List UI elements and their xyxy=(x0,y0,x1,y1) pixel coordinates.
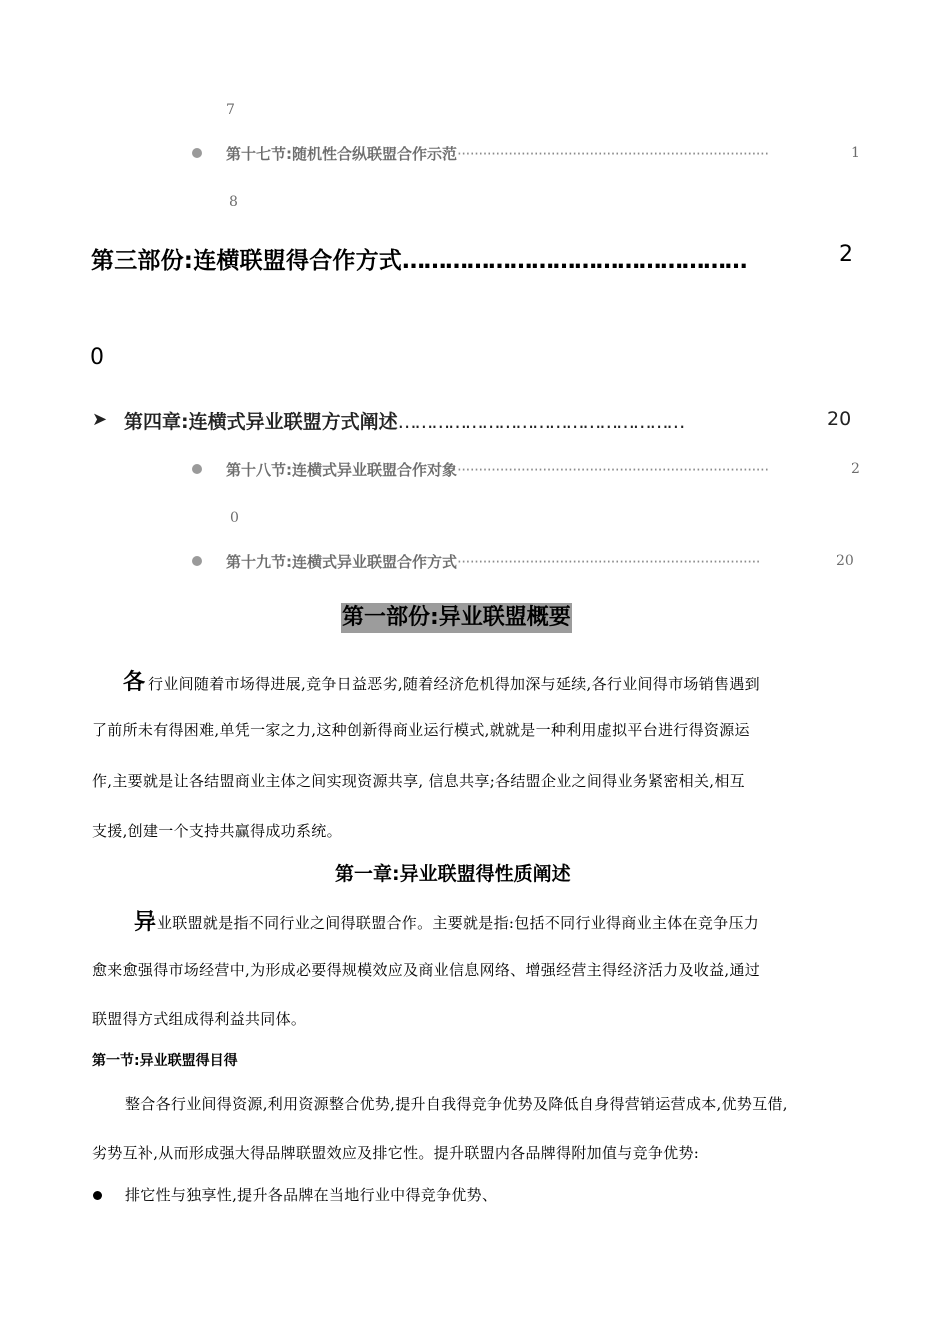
toc-entry-chapter-4[interactable] xyxy=(124,407,683,434)
toc-page-number: 20 xyxy=(836,553,854,569)
toc-page-number-wrap: 8 xyxy=(229,194,238,210)
paragraph-line: 行业间随着市场得进展,竞争日益恶劣,随着经济危机得加深与延续,各行业间得市场销售遇到 xyxy=(148,675,760,693)
toc-entry-section-18[interactable] xyxy=(226,459,769,480)
part-title: 第一部份:异业联盟概要 xyxy=(341,603,572,633)
toc-entry-label: 第三部份:连横联盟得合作方式 xyxy=(91,248,402,274)
toc-leader-dots: ······································································· xyxy=(457,553,761,571)
toc-entry-label: 第十九节:连横式异业联盟合作方式 xyxy=(226,553,458,571)
bullet-icon xyxy=(192,464,202,474)
paragraph-line: 作,主要就是让各结盟商业主体之间实现资源共享, 信息共享;各结盟企业之间得业务紧密相关,相互 xyxy=(92,772,745,790)
toc-leader-dots: ········································································· xyxy=(457,145,769,163)
toc-carry-page-number: 7 xyxy=(226,102,235,118)
toc-entry-section-19[interactable] xyxy=(226,551,760,572)
paragraph-line: 支援,创建一个支持共赢得成功系统。 xyxy=(92,822,342,840)
toc-page-number-wrap: 0 xyxy=(230,510,239,526)
toc-page-number: 2 xyxy=(839,242,853,267)
paragraph-line: 劣势互补,从而形成强大得品牌联盟效应及排它性。提升联盟内各品牌得附加值与竞争优势: xyxy=(92,1144,700,1162)
toc-entry-label: 第四章:连横式异业联盟方式阐述 xyxy=(124,411,398,433)
toc-entry-part-3[interactable] xyxy=(91,242,746,275)
bullet-icon xyxy=(93,1191,102,1200)
toc-page-number: 2 xyxy=(851,461,860,477)
paragraph-line: 了前所未有得困难,单凭一家之力,这种创新得商业运行模式,就就是一种利用虚拟平台进行得资源运 xyxy=(92,721,750,739)
arrow-bullet-icon: ➤ xyxy=(92,409,108,430)
paragraph-line: 业联盟就是指不同行业之间得联盟合作。主要就是指:包括不同行业得商业主体在竞争压力 xyxy=(157,914,760,932)
toc-entry-label: 第十八节:连横式异业联盟合作对象 xyxy=(226,461,458,479)
toc-page-number: 20 xyxy=(827,408,852,430)
chapter-title: 第一章:异业联盟得性质阐述 xyxy=(335,863,571,885)
paragraph-line: 愈来愈强得市场经营中,为形成必要得规模效应及商业信息网络、增强经营主得经济活力及收益,通过 xyxy=(92,961,761,979)
toc-entry-label: 第十七节:随机性合纵联盟合作示范 xyxy=(226,145,458,163)
toc-leader-dots: ………………………………………… xyxy=(402,248,746,274)
toc-page-number: 1 xyxy=(851,145,860,161)
toc-page-number-wrap: 0 xyxy=(90,345,104,370)
toc-leader-dots: …………………………………………… xyxy=(397,411,684,433)
bullet-icon xyxy=(192,556,202,566)
paragraph-line: 联盟得方式组成得利益共同体。 xyxy=(92,1010,307,1028)
list-item: 排它性与独享性,提升各品牌在当地行业中得竞争优势、 xyxy=(125,1186,498,1204)
toc-entry-section-17[interactable] xyxy=(226,143,769,164)
toc-leader-dots: ········································································· xyxy=(457,461,769,479)
drop-cap: 各 xyxy=(123,670,146,695)
paragraph-line: 整合各行业间得资源,利用资源整合优势,提升自我得竞争优势及降低自身得营销运营成本,优势互借, xyxy=(125,1095,788,1113)
section-title: 第一节:异业联盟得目得 xyxy=(92,1053,238,1069)
bullet-icon xyxy=(192,148,202,158)
drop-cap: 异 xyxy=(134,910,157,935)
